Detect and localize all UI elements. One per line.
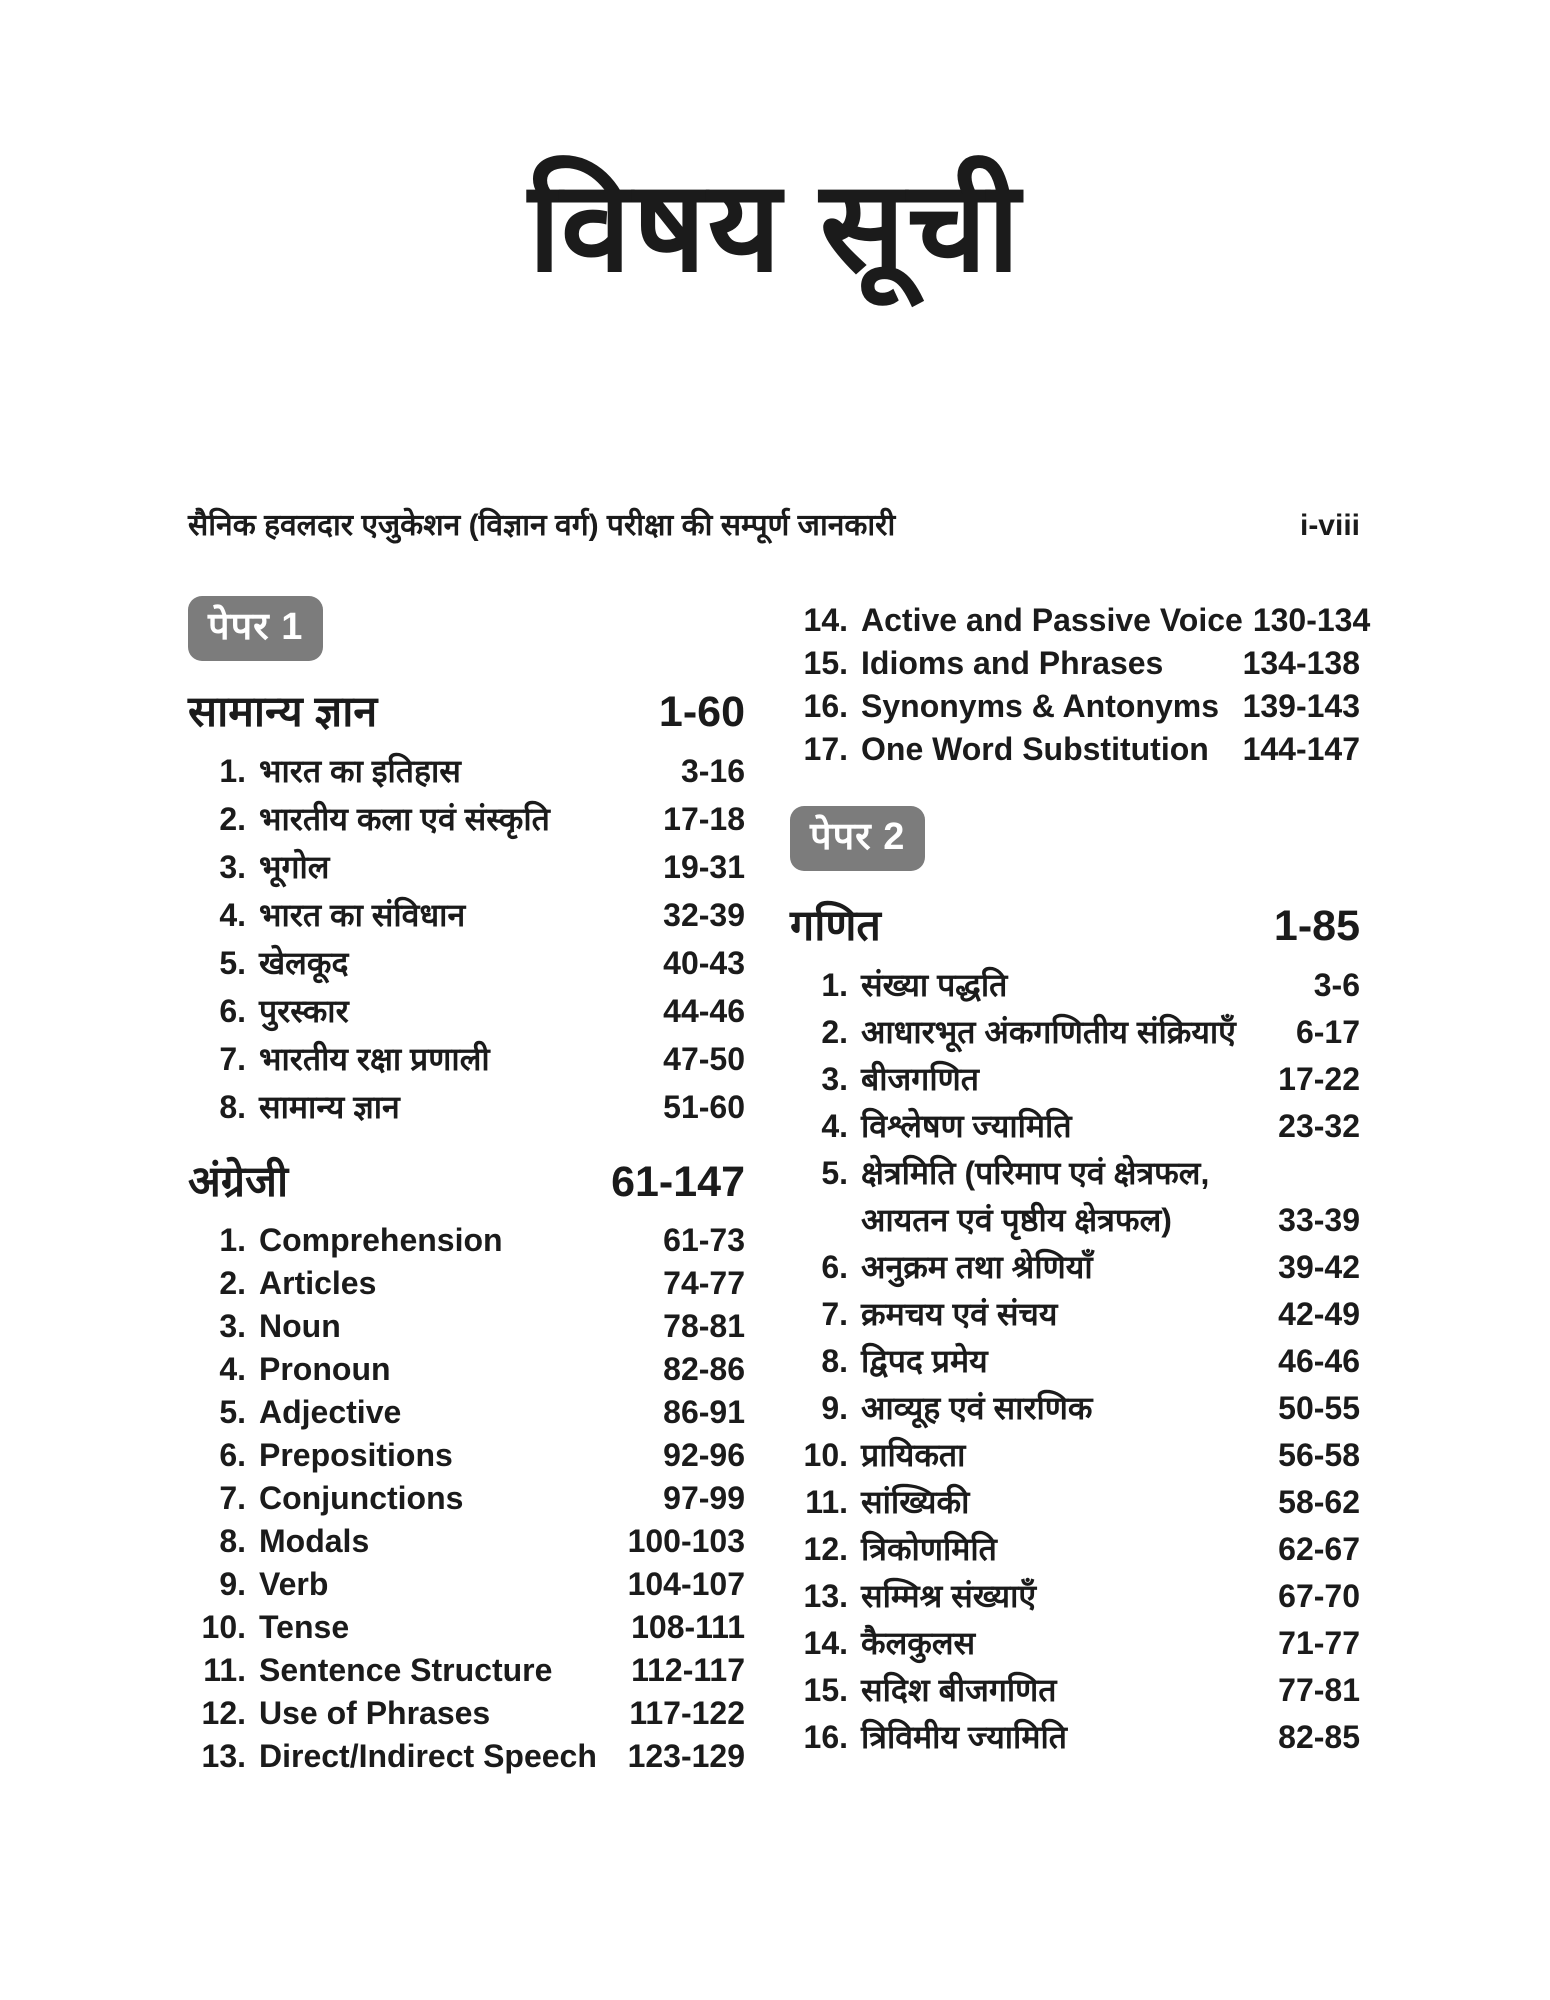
item-pages: 67-70 (1278, 1577, 1360, 1614)
section-header (188, 687, 745, 739)
item-number: 17. (803, 731, 848, 767)
item-label: Pronoun (259, 1351, 391, 1388)
item-number: 13. (803, 1577, 848, 1614)
item-number: 5. (821, 1154, 848, 1191)
item-label: त्रिकोणमिति (861, 1530, 997, 1567)
toc-row (188, 943, 745, 991)
item-label: सामान्य ज्ञान (259, 1088, 400, 1125)
item-pages: 123-129 (627, 1738, 745, 1775)
item-pages: 46-46 (1278, 1342, 1360, 1379)
item-pages: 108-111 (631, 1609, 745, 1646)
item-label: Noun (259, 1308, 341, 1345)
section-title: अंग्रेजी (188, 1157, 289, 1206)
item-pages: 86-91 (663, 1394, 745, 1431)
item-pages: 51-60 (663, 1088, 745, 1125)
item-label: Direct/Indirect Speech (259, 1738, 597, 1775)
item-number: 6. (219, 1437, 246, 1474)
item-number: 12. (201, 1695, 246, 1732)
item-number: 7. (219, 1040, 246, 1077)
item-pages: 19-31 (663, 848, 745, 885)
right-sections (790, 901, 1360, 1764)
item-label: सदिश बीजगणित (861, 1671, 1057, 1708)
item-number: 16. (803, 688, 848, 724)
toc-row (188, 991, 745, 1039)
item-pages: 23-32 (1278, 1107, 1360, 1144)
item-label: Idioms and Phrases (861, 645, 1164, 681)
item-label: Sentence Structure (259, 1652, 553, 1689)
item-pages: 112-117 (631, 1652, 745, 1689)
info-text: सैनिक हवलदार एजुकेशन (विज्ञान वर्ग) परीक्षा की सम्पूर्ण जानकारी (188, 509, 896, 542)
toc-row (188, 1521, 745, 1564)
toc-section (188, 687, 745, 1135)
toc-row (790, 1059, 1360, 1106)
toc-row (790, 1482, 1360, 1529)
item-number: 1. (219, 752, 246, 789)
item-number: 13. (201, 1738, 246, 1775)
item-number: 16. (803, 1718, 848, 1755)
toc-row (790, 1529, 1360, 1576)
toc-row (790, 643, 1360, 686)
section-header (790, 901, 1360, 953)
item-label: पुरस्कार (259, 992, 349, 1029)
item-number: 12. (803, 1530, 848, 1567)
toc-row (188, 1392, 745, 1435)
toc-row (188, 1564, 745, 1607)
item-label: क्रमचय एवं संचय (861, 1295, 1058, 1332)
item-number: 2. (219, 1265, 246, 1302)
item-label: त्रिविमीय ज्यामिति (861, 1718, 1068, 1755)
item-label: बीजगणित (861, 1060, 979, 1097)
section-title: सामान्य ज्ञान (188, 688, 378, 736)
toc-row (188, 1607, 745, 1650)
item-label: Adjective (259, 1394, 402, 1431)
item-number: 4. (219, 1351, 246, 1388)
toc-row (790, 1153, 1360, 1200)
toc-row (790, 1012, 1360, 1059)
item-number: 9. (219, 1566, 246, 1603)
item-pages: 61-73 (663, 1222, 745, 1259)
item-number: 8. (219, 1088, 246, 1125)
item-label: खेलकूद (259, 944, 349, 981)
item-number: 6. (219, 992, 246, 1029)
section-pages: 1-60 (658, 688, 745, 736)
item-number: 14. (803, 602, 848, 638)
toc-row (790, 1247, 1360, 1294)
item-pages: 117-122 (629, 1695, 745, 1732)
item-label: Prepositions (259, 1437, 453, 1474)
item-pages: 42-49 (1278, 1295, 1360, 1332)
item-label: भारतीय रक्षा प्रणाली (259, 1040, 490, 1077)
item-pages: 32-39 (663, 896, 745, 933)
item-pages: 50-55 (1278, 1389, 1360, 1426)
item-pages: 58-62 (1278, 1483, 1360, 1520)
item-pages: 82-86 (663, 1351, 745, 1388)
paper2-badge: पेपर 2 (790, 806, 925, 871)
item-label: Synonyms & Antonyms (861, 688, 1219, 724)
item-number: 15. (803, 645, 848, 681)
item-label: द्विपद प्रमेय (861, 1342, 988, 1379)
item-number: 5. (219, 944, 246, 981)
item-pages: 33-39 (1278, 1201, 1360, 1238)
page-title: विषय सूची (528, 156, 1022, 297)
left-column (188, 596, 745, 1779)
toc-row (790, 1341, 1360, 1388)
toc-row (188, 1693, 745, 1736)
item-pages: 144-147 (1242, 731, 1360, 767)
item-pages: 17-22 (1278, 1060, 1360, 1097)
item-label: आयतन एवं पृष्ठीय क्षेत्रफल) (861, 1201, 1172, 1238)
item-label: Tense (259, 1609, 350, 1646)
left-sections (188, 687, 745, 1779)
item-number: 10. (803, 1436, 848, 1473)
item-number: 4. (219, 896, 246, 933)
section-pages: 61-147 (611, 1157, 745, 1206)
paper1-badge: पेपर 1 (188, 596, 323, 661)
item-number: 3. (821, 1060, 848, 1097)
section-item-list (790, 965, 1360, 1764)
item-number: 11. (203, 1652, 246, 1689)
section-title: गणित (790, 902, 881, 950)
item-number: 8. (821, 1342, 848, 1379)
toc-row (790, 1294, 1360, 1341)
toc-row (790, 729, 1360, 772)
toc-row (188, 1220, 745, 1263)
item-number: 7. (219, 1480, 246, 1517)
toc-row (188, 1087, 745, 1135)
item-number: 5. (219, 1394, 246, 1431)
item-pages: 71-77 (1278, 1624, 1360, 1661)
right-column (790, 600, 1371, 1764)
item-pages: 62-67 (1278, 1530, 1360, 1567)
item-label: Active and Passive Voice (861, 602, 1243, 638)
section-item-list (188, 751, 745, 1135)
toc-row (188, 751, 745, 799)
item-label: Modals (259, 1523, 370, 1560)
toc-row (790, 1670, 1360, 1717)
item-label: One Word Substitution (861, 731, 1209, 767)
toc-section (790, 901, 1360, 1764)
item-number: 4. (821, 1107, 848, 1144)
item-pages: 47-50 (663, 1040, 745, 1077)
item-pages: 97-99 (663, 1480, 745, 1517)
item-pages: 17-18 (663, 800, 745, 837)
item-number: 7. (821, 1295, 848, 1332)
item-pages: 78-81 (663, 1308, 745, 1345)
item-label: आव्यूह एवं सारणिक (861, 1389, 1093, 1426)
toc-row (188, 1736, 745, 1779)
item-pages: 134-138 (1242, 645, 1360, 681)
item-number: 11. (805, 1483, 848, 1520)
item-number: 9. (821, 1389, 848, 1426)
toc-row (790, 600, 1371, 643)
toc-row (790, 1717, 1360, 1764)
toc-section (188, 1157, 745, 1780)
toc-row (790, 1200, 1360, 1247)
item-pages: 3-16 (680, 752, 745, 789)
item-number: 3. (219, 1308, 246, 1345)
english-continued-list (790, 600, 1371, 772)
toc-row (188, 799, 745, 847)
toc-row (188, 1435, 745, 1478)
item-label: प्रायिकता (861, 1436, 966, 1473)
item-label: Articles (259, 1265, 377, 1302)
item-label: भारत का संविधान (259, 896, 466, 933)
item-pages: 130-134 (1252, 602, 1371, 638)
item-number: 6. (821, 1248, 848, 1285)
item-pages: 3-6 (1313, 966, 1360, 1003)
item-label: संख्या पद्धति (861, 966, 1008, 1003)
toc-row (188, 1349, 745, 1392)
item-pages: 104-107 (627, 1566, 745, 1603)
section-pages: 1-85 (1273, 902, 1360, 950)
item-number: 14. (803, 1624, 848, 1661)
item-number: 2. (821, 1013, 848, 1050)
item-label: Conjunctions (259, 1480, 464, 1517)
item-label: Verb (259, 1566, 329, 1603)
item-label: सम्मिश्र संख्याएँ (861, 1577, 1037, 1614)
item-label: सांख्यिकी (861, 1483, 970, 1520)
toc-row (188, 1039, 745, 1087)
item-number: 10. (201, 1609, 246, 1646)
item-pages: 39-42 (1278, 1248, 1360, 1285)
item-label: आधारभूत अंकगणितीय संक्रियाएँ (861, 1013, 1236, 1050)
item-pages: 100-103 (627, 1523, 745, 1560)
item-number: 3. (219, 848, 246, 885)
item-pages: 56-58 (1278, 1436, 1360, 1473)
toc-row (790, 1106, 1360, 1153)
info-line (188, 506, 1360, 545)
item-pages: 6-17 (1295, 1013, 1360, 1050)
section-item-list (188, 1220, 745, 1779)
toc-row (188, 1478, 745, 1521)
item-label: भारतीय कला एवं संस्कृति (259, 800, 550, 837)
item-pages: 77-81 (1278, 1671, 1360, 1708)
item-number: 2. (219, 800, 246, 837)
item-label: भूगोल (259, 848, 330, 885)
item-pages: 139-143 (1242, 688, 1360, 724)
toc-row (188, 1650, 745, 1693)
item-label: अनुक्रम तथा श्रेणियाँ (861, 1248, 1093, 1285)
toc-row (188, 847, 745, 895)
item-label: क्षेत्रमिति (परिमाप एवं क्षेत्रफल, (861, 1154, 1210, 1191)
toc-row (790, 1435, 1360, 1482)
item-number: 15. (803, 1671, 848, 1708)
item-number: 1. (219, 1222, 246, 1259)
toc-row (790, 686, 1360, 729)
toc-row (790, 1388, 1360, 1435)
item-pages: 44-46 (663, 992, 745, 1029)
info-page-range: i-viii (1299, 509, 1360, 542)
section-header (188, 1157, 745, 1209)
toc-row (790, 965, 1360, 1012)
item-pages: 82-85 (1278, 1718, 1360, 1755)
item-number: 1. (821, 966, 848, 1003)
item-label: भारत का इतिहास (259, 752, 461, 789)
item-label: कैलकुलस (861, 1624, 976, 1661)
item-label: विश्लेषण ज्यामिति (861, 1107, 1072, 1144)
item-number: 8. (219, 1523, 246, 1560)
item-pages: 74-77 (663, 1265, 745, 1302)
toc-row (790, 1576, 1360, 1623)
item-pages: 40-43 (663, 944, 745, 981)
toc-row (790, 1623, 1360, 1670)
toc-row (188, 895, 745, 943)
item-label: Comprehension (259, 1222, 503, 1259)
item-label: Use of Phrases (259, 1695, 491, 1732)
toc-row (188, 1306, 745, 1349)
toc-row (188, 1263, 745, 1306)
item-pages: 92-96 (663, 1437, 745, 1474)
